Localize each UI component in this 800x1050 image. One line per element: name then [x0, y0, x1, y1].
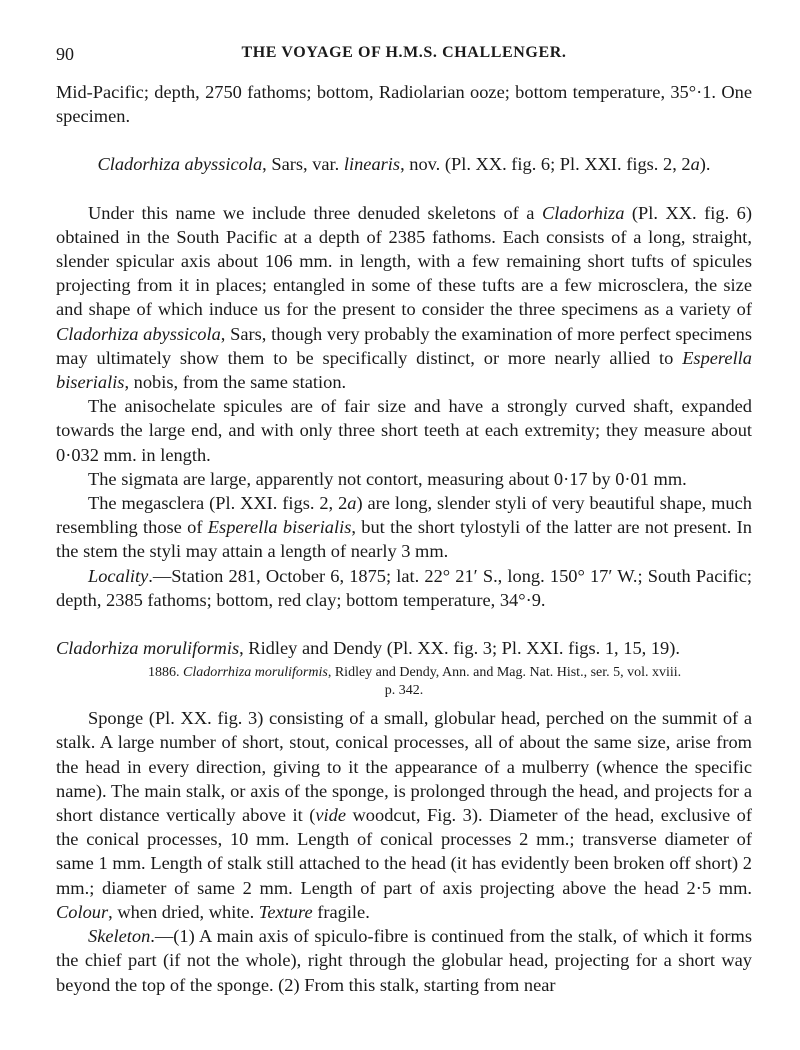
species-heading-abyssicola: Cladorhiza abyssicola, Sars, var. linearis, nov. (Pl. XX. fig. 6; Pl. XXI. figs. 2, 2a).: [97, 154, 711, 175]
species-name: Cladorhiza abyssicola: [97, 154, 263, 175]
locality-paragraph: Locality.—Station 281, October 6, 1875; lat. 22° 21′ S., long. 150° 17′ W.; South Pacific; depth, 2385 fathoms; bottom, red clay; bottom temperature, 34°·9.: [56, 565, 752, 610]
locality-label: Locality: [88, 565, 149, 586]
page-number: 90: [56, 44, 74, 64]
sponge-description-paragraph: Sponge (Pl. XX. fig. 3) consisting of a small, globular head, perched on the summit of a stalk. A large number of short, stout, conical processes, all of about the same size, arise from the head in every direction, giving to it the appearance of a mulberry (whence the specific name). The main stalk, or axis of the sponge, is prolonged through the head, and projects for a short distance vertically above it (vide woodcut, Fig. 3). Diameter of the head, exclusive of the conical processes, 10 mm. Length of conical processes 2 mm.; transverse diameter of same 1 mm. Length of stalk still attached to the head (it has evidently been broken off short) 2 mm.; diameter of same 2 mm. Length of part of axis projecting above the head 2·5 mm. Colour, when dried, white. Texture fragile.: [56, 708, 752, 922]
species-name: Cladorhiza moruliformis: [56, 638, 240, 659]
anisochelae-paragraph: The anisochelate spicules are of fair size and have a strongly curved shaft, expanded towards the large end, and with only three short teeth at each extremity; they measure about 0·032 mm. in length.: [56, 396, 752, 465]
running-title: THE VOYAGE OF H.M.S. CHALLENGER.: [241, 44, 567, 61]
bibliographic-reference: 1886. Cladorrhiza moruliformis, Ridley and Dendy, Ann. and Mag. Nat. Hist., ser. 5, vol. xviii.: [148, 665, 682, 681]
skeleton-label: Skeleton: [88, 926, 151, 947]
description-paragraph: Under this name we include three denuded skeletons of a Cladorhiza (Pl. XX. fig. 6) obtained in the South Pacific at a depth of 2385 fathoms. Each consists of a long, straight, slender spicular axis about 106 mm. in length, with a few remaining short tufts of spicules projecting from it in places; entangled in some of these tufts are a few microsclera, the size and shape of which induce us for the present to consider the three specimens as a variety of Cladorhiza abyssicola, Sars, though very probably the examination of more perfect specimens may ultimately show them to be specifically distinct, or more nearly allied to Esperella biserialis, nobis, from the same station.: [56, 202, 752, 393]
skeleton-paragraph: Skeleton.—(1) A main axis of spiculo-fibre is continued from the stalk, of which it forms the chief part (if not the whole), right through the globular head, projecting for a short way beyond the top of the sponge. (2) From this stalk, starting from near: [56, 926, 752, 995]
intro-paragraph: Mid-Pacific; depth, 2750 fathoms; bottom, Radiolarian ooze; bottom temperature, 35°·1. One specimen.: [56, 82, 752, 127]
page-body: [56, 80, 752, 997]
page-header: [56, 44, 752, 68]
species-heading-moruliformis: Cladorhiza moruliformis, Ridley and Dendy (Pl. XX. fig. 3; Pl. XXI. figs. 1, 15, 19).: [56, 638, 680, 659]
sigmata-paragraph: The sigmata are large, apparently not contort, measuring about 0·17 by 0·01 mm.: [88, 468, 687, 489]
megasclera-paragraph: The megasclera (Pl. XXI. figs. 2, 2a) are long, slender styli of very beautiful shape, much resembling those of Esperella biserialis, but the short tylostyli of the latter are not present. In the stem the styli may attain a length of nearly 3 mm.: [56, 493, 752, 562]
reference-page: p. 342.: [384, 683, 424, 699]
